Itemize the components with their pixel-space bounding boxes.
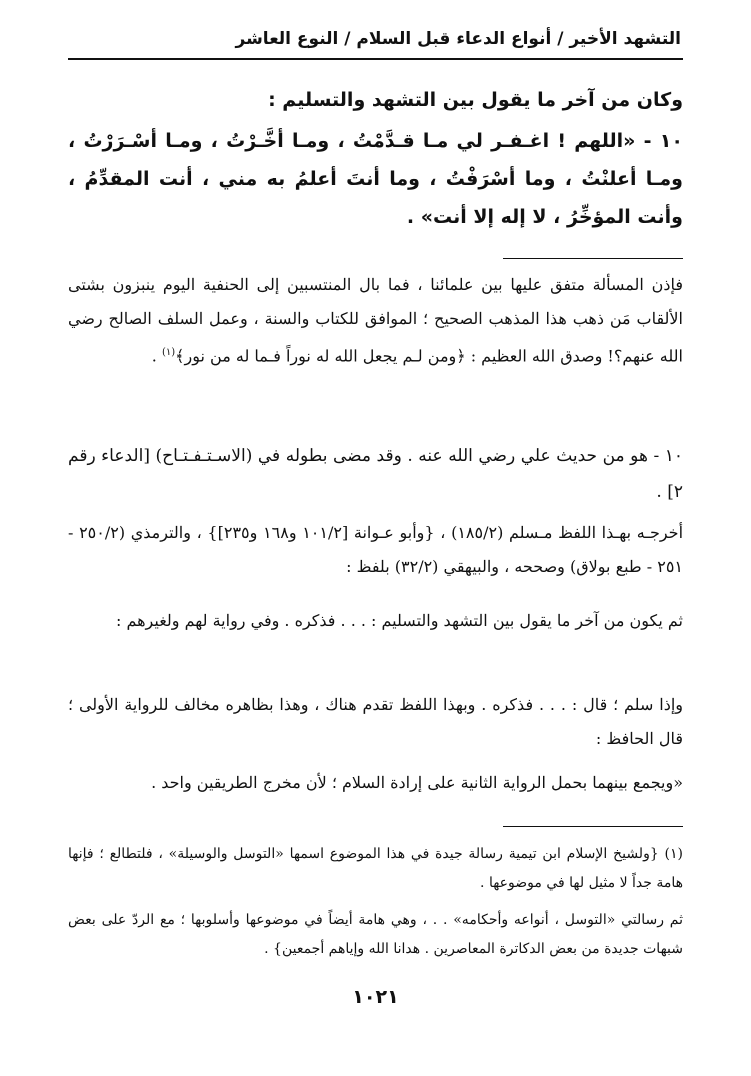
commentary-text: فإذن المسألة متفق عليها بين علمائنا ، فما بال المنتسبين إلى الحنفية اليوم ينبزون بشتى الألقاب مَن ذهب هذا المذهب الصحيح ؛ الموافق للكتاب والسنة ، وعمل السلف الصالح رضي الله عنهم؟! وصدق الله العظيم : ﴿ومن لـم يجعل الله له نوراً فـما له من نور﴾ <box>68 275 683 366</box>
footnote-1-continued: ثم رسالتي «التوسل ، أنواعه وأحكامه» . . ، وهي هامة أيضاً في موضوعها وأسلوبها ؛ مع الردّ على بعض شبهات جديدة من بعض الدكاترة المعاصرين . هدانا الله وإياهم أجمعين} . <box>68 912 683 957</box>
hadith-text-block <box>68 122 683 236</box>
notes-divider <box>503 258 683 259</box>
hadith-text: «اللهم ! اغـفـر لي مـا قـدَّمْتُ ، ومـا أخَّـرْتُ ، ومـا أسْـرَرْتُ ، ومـا أعلنْتُ ، وما أسْرَفْتُ ، وما أنتَ أعلمُ به مني ، أنت المقدِّمُ ، وأنت المؤخِّرُ ، لا إله إلا أنت» . <box>68 130 683 228</box>
hadith-intro: وكان من آخر ما يقول بين التشهد والتسليم : <box>268 89 683 111</box>
commentary-paragraph-2: ١٠ - هو من حديث علي رضي الله عنه . وقد مضى بطوله في (الاسـتـفـتـاح) [الدعاء رقم ٢] . <box>68 446 683 502</box>
commentary-paragraph-6: «ويجمع بينهما بحمل الرواية الثانية على إرادة السلام ؛ لأن مخرج الطريقين واحد . <box>151 773 683 792</box>
footnote-1: (١) {ولشيخ الإسلام ابن تيمية رسالة جيدة في هذا الموضوع اسمها «التوسل والوسيلة» ، فلتطالع ؛ فإنها هامة جداً لا مثيل لها في موضوعها . <box>68 846 683 891</box>
commentary-paragraph-3: أخرجـه بهـذا اللفظ مـسلم (١٨٥/٢) ، {وأبو عـوانة [١٠١/٢ و١٦٨ و٢٣٥]} ، والترمذي (٢٥٠/٢ - ٢٥١ - طبع بولاق) وصححه ، والبيهقي (٣٢/٢) بلفظ : <box>68 523 684 576</box>
header-divider <box>68 58 683 60</box>
footnote-divider <box>503 826 683 827</box>
running-header: التشهد الأخير / أنواع الدعاء قبل السلام / النوع العاشر <box>235 29 681 49</box>
page-number: ١٠٢١ <box>352 986 399 1008</box>
footnote-marker: (١) <box>161 347 176 358</box>
hadith-number: ١٠ - <box>643 130 683 152</box>
commentary-paragraph-4: ثم يكون من آخر ما يقول بين التشهد والتسليم : . . . فذكره . وفي رواية لهم ولغيرهم : <box>115 611 683 630</box>
commentary-paragraph-5: وإذا سلم ؛ قال : . . . فذكره . وبهذا اللفظ تقدم هناك ، وهذا بظاهره مخالف للرواية الأولى ؛ قال الحافظ : <box>68 695 683 748</box>
commentary-end: . <box>151 346 162 366</box>
commentary-paragraph-1 <box>68 268 683 373</box>
